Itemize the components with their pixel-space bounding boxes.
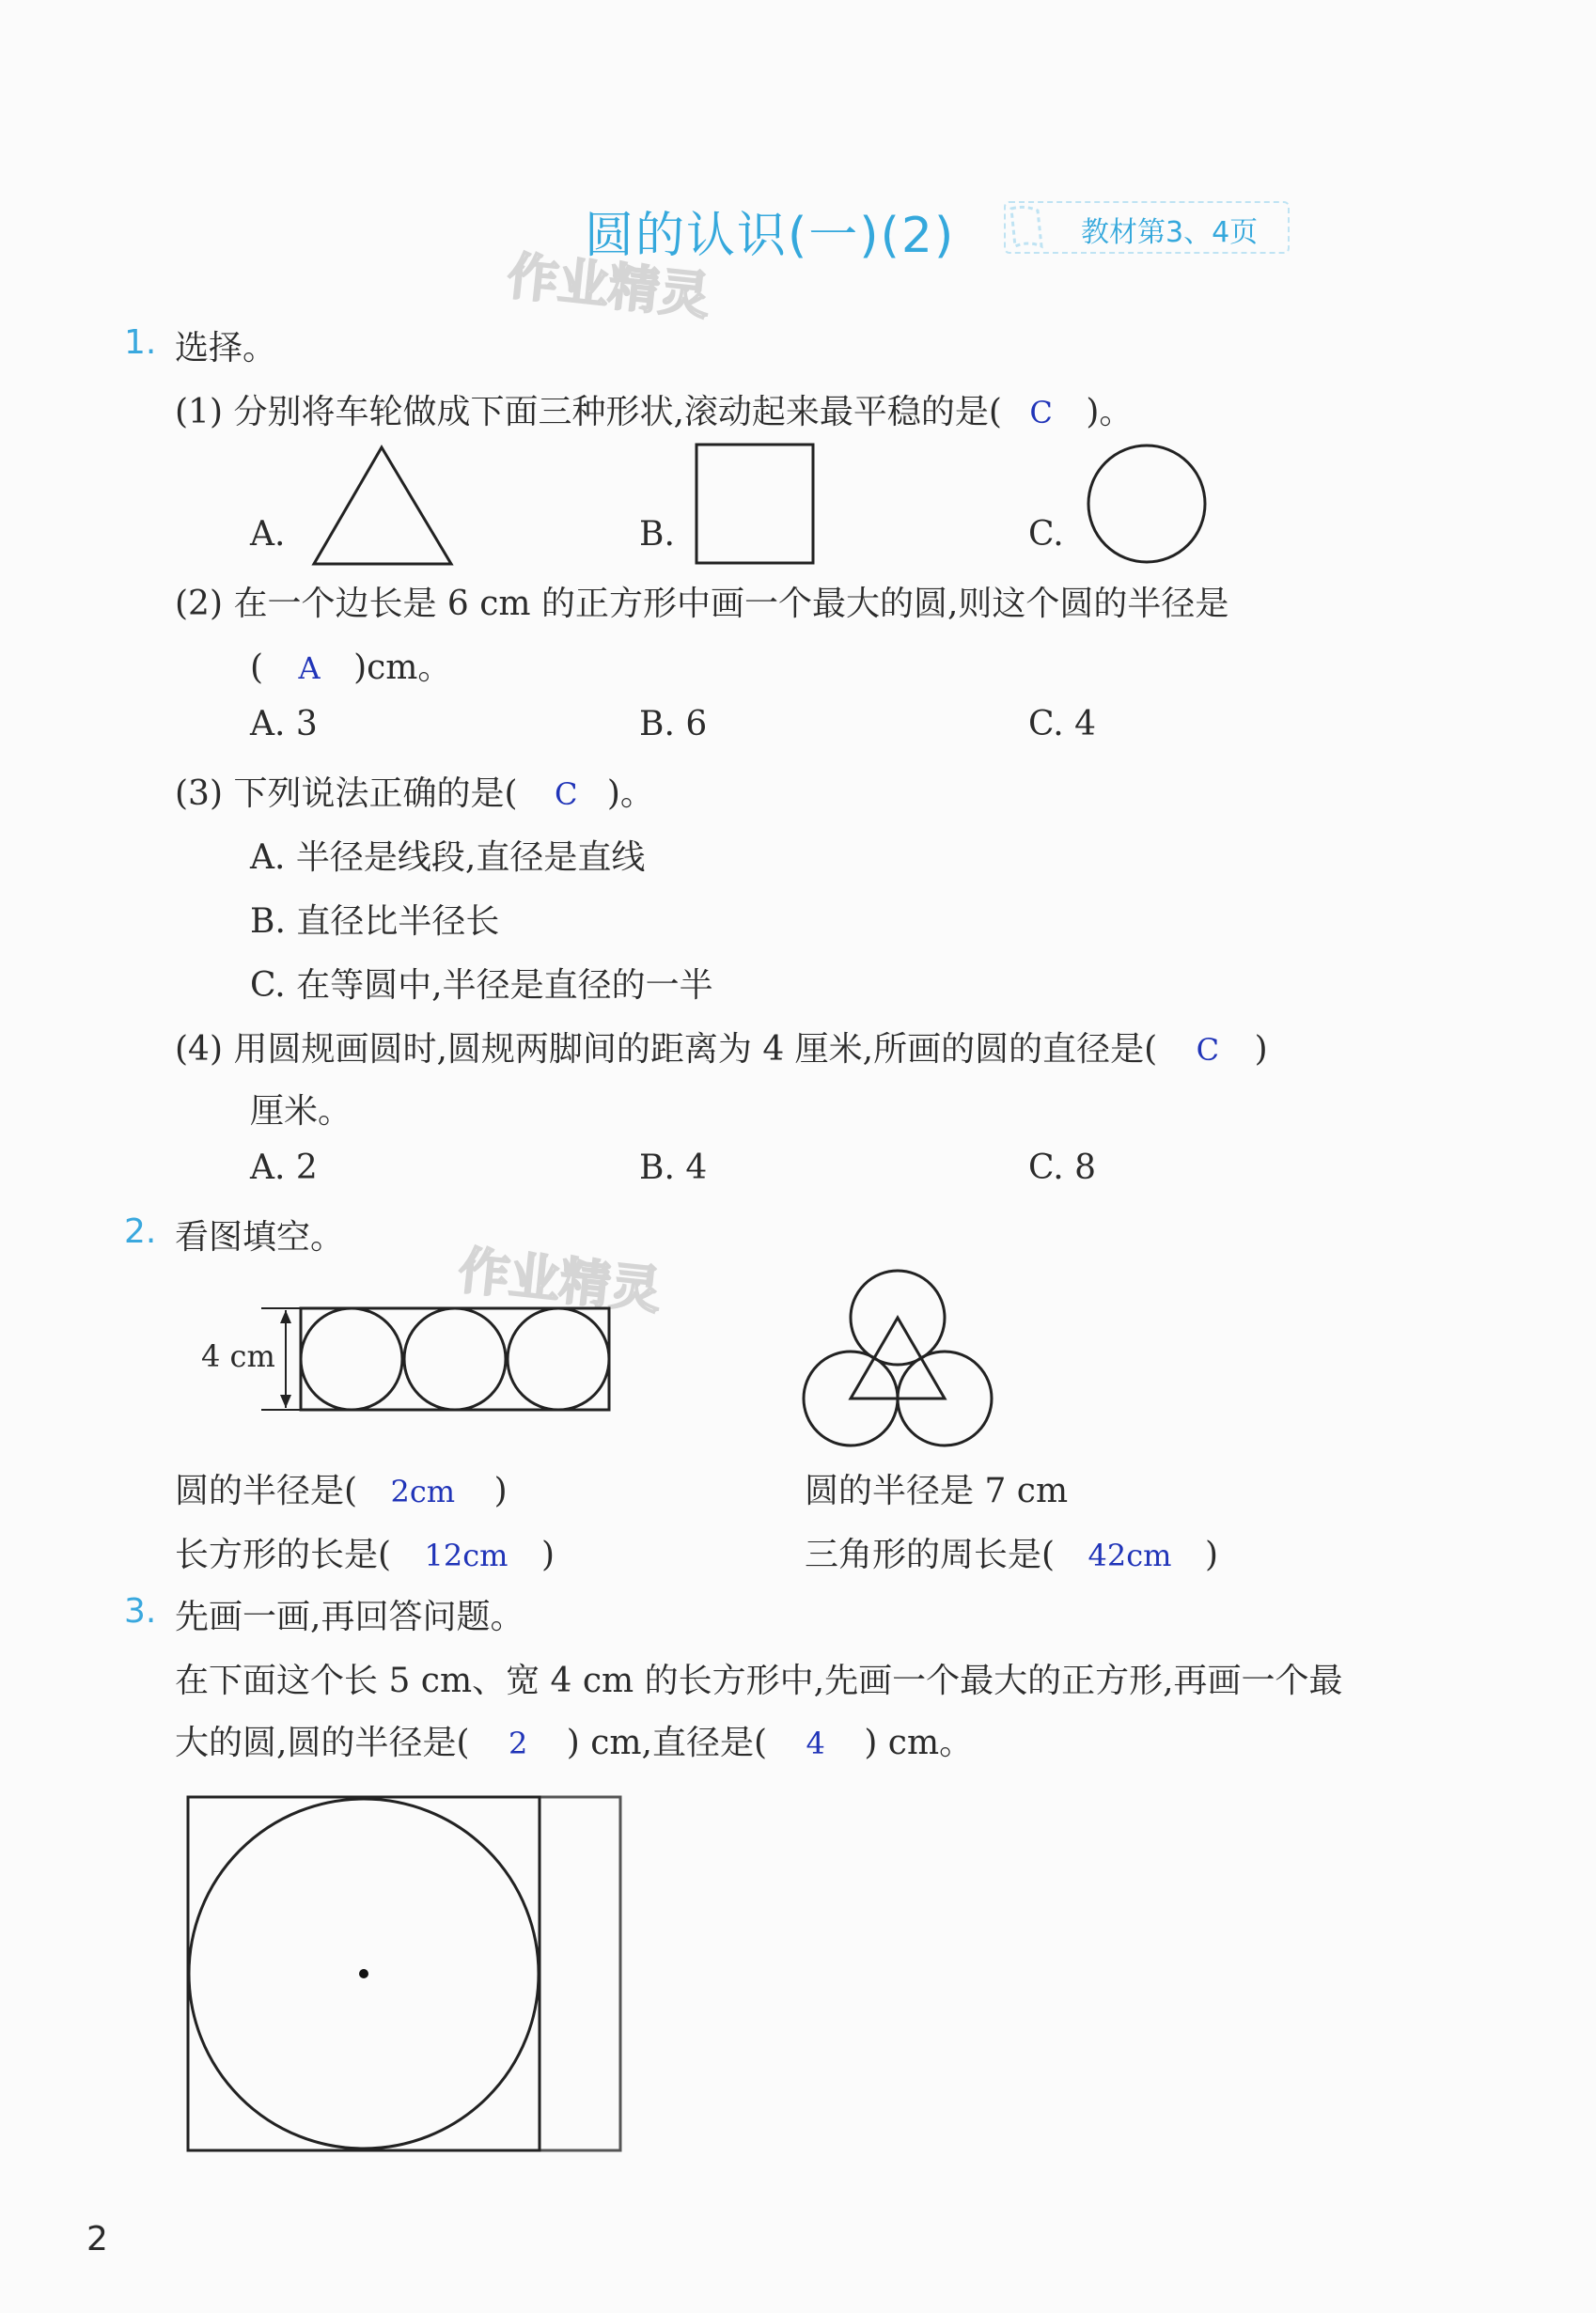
q1-4-option-a: A. 2: [250, 1149, 318, 1187]
q3-stem-line2: 大的圆,圆的半径是( 2 ) cm,直径是( 4 ) cm。: [175, 1724, 974, 1762]
q2-left-line2: 长方形的长是( 12cm ): [175, 1536, 555, 1574]
q2-number: 2.: [124, 1212, 157, 1251]
page-title: 圆的认识(一)(2): [585, 208, 956, 264]
q2-label: 看图填空。: [175, 1218, 345, 1257]
q2-left-line1: 圆的半径是( 2cm ): [175, 1472, 508, 1510]
q1-3-option-a: A. 半径是线段,直径是直线: [250, 838, 646, 877]
watermark: 作业精灵: [455, 1240, 665, 1321]
q1-4-option-c: C. 8: [1028, 1149, 1097, 1187]
q1-number: 1.: [124, 323, 157, 362]
q3-stem-line1: 在下面这个长 5 cm、宽 4 cm 的长方形中,先画一个最大的正方形,再画一个最: [175, 1662, 1343, 1700]
tag-ribbon-icon: [1006, 203, 1051, 252]
q2-left-answer1: 2cm: [390, 1474, 456, 1509]
textbook-tag: 教材第3、4页: [1081, 216, 1259, 249]
circle-shape: [1085, 442, 1211, 568]
q1-4-option-b: B. 4: [639, 1149, 708, 1187]
rectangle-square-circle-drawing: [184, 1793, 626, 2156]
q3-number: 3.: [124, 1592, 157, 1631]
page-number: 2: [86, 2220, 108, 2258]
q1-label: 选择。: [175, 329, 277, 367]
q2-right-line2: 三角形的周长是( 42cm ): [805, 1536, 1218, 1574]
q1-2-answer: A: [298, 650, 321, 686]
three-circles-triangle-figure: [801, 1265, 994, 1451]
q1-2-option-a: A. 3: [250, 705, 318, 743]
q3-diameter-answer: 4: [806, 1726, 825, 1761]
q1-2-option-c: C. 4: [1028, 705, 1097, 743]
q2-left-answer2: 12cm: [424, 1538, 509, 1573]
square-shape: [694, 442, 818, 568]
q1-3-stem: (3) 下列说法正确的是( C )。: [175, 774, 654, 813]
q1-3-answer: C: [554, 776, 578, 812]
q1-4-answer: C: [1196, 1032, 1220, 1068]
q1-1-answer: C: [1029, 395, 1053, 430]
q1-4-stem: (4) 用圆规画圆时,圆规两脚间的距离为 4 厘米,所画的圆的直径是( C ): [175, 1030, 1268, 1069]
rectangle-three-circles-figure: [254, 1303, 617, 1414]
q1-3-option-c: C. 在等圆中,半径是直径的一半: [250, 966, 713, 1005]
q1-1-option-b: B.: [639, 515, 675, 554]
q1-2-stem: (2) 在一个边长是 6 cm 的正方形中画一个最大的圆,则这个圆的半径是: [175, 585, 1229, 623]
q1-1-option-c: C.: [1028, 515, 1064, 554]
q1-1-option-a: A.: [250, 515, 286, 554]
q1-3-option-b: B. 直径比半径长: [250, 902, 500, 941]
q3-radius-answer: 2: [508, 1726, 528, 1761]
q2-right-line1: 圆的半径是 7 cm: [805, 1472, 1069, 1510]
triangle-shape: [310, 442, 461, 570]
dimension-label: 4 cm: [201, 1338, 275, 1374]
q1-2-blank: ( A )cm。: [250, 649, 452, 687]
q1-2-option-b: B. 6: [639, 705, 708, 743]
q3-label: 先画一画,再回答问题。: [175, 1598, 524, 1636]
q1-1-stem: (1) 分别将车轮做成下面三种形状,滚动起来最平稳的是( C )。: [175, 393, 1134, 431]
watermark: 作业精灵: [504, 245, 713, 327]
q1-4-stem-cont: 厘米。: [250, 1092, 352, 1131]
q2-right-answer: 42cm: [1087, 1538, 1172, 1573]
